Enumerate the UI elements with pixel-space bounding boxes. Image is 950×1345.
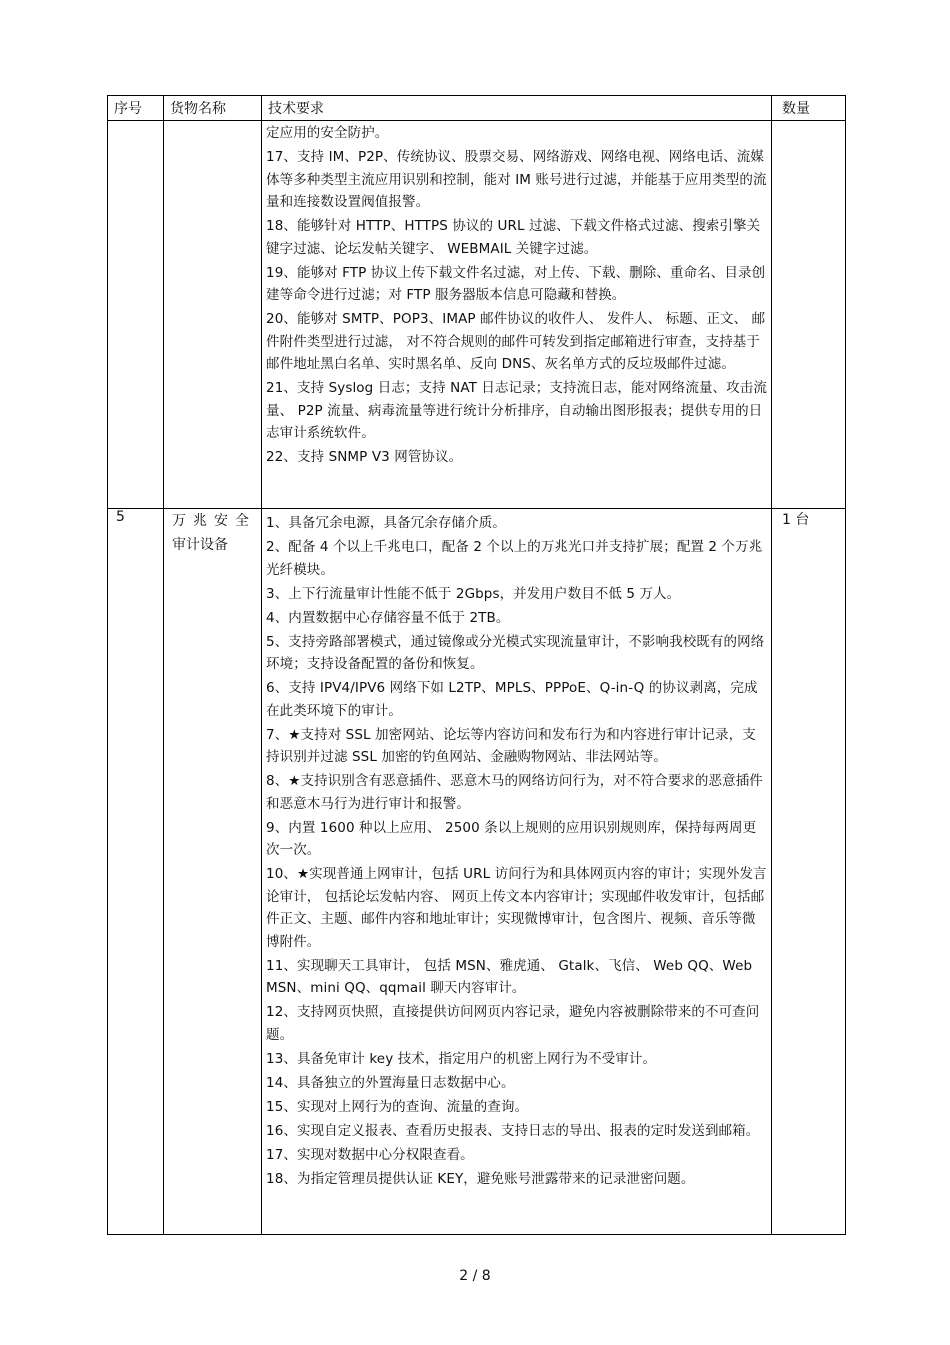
item-name-line2: 审计设备 (172, 537, 228, 553)
requirement-item: 18、能够针对 HTTP、HTTPS 协议的 URL 过滤、下载文件格式过滤、搜索引擎关键字过滤、论坛发帖关键字、 WEBMAIL 关键字过滤。 (266, 218, 761, 257)
requirement-item: 定应用的安全防护。 (266, 125, 389, 141)
requirement-item: 6、支持 IPV4/IPV6 网络下如 L2TP、MPLS、PPPoE、Q-in-Q 的协议剥离，完成在此类环境下的审计。 (266, 680, 758, 719)
header-name: 货物名称 (164, 96, 262, 121)
page-number: 2 / 8 (459, 1268, 491, 1284)
header-row (108, 96, 846, 121)
item-quantity: 1 台 (772, 509, 846, 1235)
requirement-item: 9、内置 1600 种以上应用、 2500 条以上规则的应用识别规则库，保持每两周更次一次。 (266, 819, 757, 858)
item-number: 5 (108, 509, 164, 1235)
requirement-item: 3、上下行流量审计性能不低于 2Gbps，并发用户数目不低 5 万人。 (266, 585, 681, 602)
requirement-item: 2、配备 4 个以上千兆电口，配备 2 个以上的万兆光口并支持扩展；配置 2 个万兆光纤模块。 (266, 539, 763, 578)
row-no-cell (108, 121, 164, 509)
requirements-cell (262, 121, 772, 509)
row-qty-cell (772, 121, 846, 509)
requirement-item: 16、实现自定义报表、查看历史报表、支持日志的导出、报表的定时发送到邮箱。 (266, 1122, 760, 1139)
requirement-item: 20、能够对 SMTP、POP3、IMAP 邮件协议的收件人、 发件人、 标题、正文、 邮件附件类型进行过滤， 对不符合规则的邮件可转发到指定邮箱进行审查，支持基于邮件地址黑白名单、实时黑名单、反向 DNS、灰名单方式的反垃圾邮件过滤。 (266, 311, 766, 372)
requirement-item: 15、实现对上网行为的查询、流量的查询。 (266, 1098, 529, 1115)
requirement-item: 5、支持旁路部署模式，通过镜像或分光模式实现流量审计，不影响我校既有的网络环境；支持设备配置的备份和恢复。 (266, 633, 765, 672)
requirement-item: 17、支持 IM、P2P、传统协议、股票交易、网络游戏、网络电视、网络电话、流媒体等多种类型主流应用识别和控制，能对 IM 账号进行过滤，并能基于应用类型的流量和连接数设置阀值报警。 (266, 149, 767, 210)
requirement-item: 12、支持网页快照，直接提供访问网页内容记录，避免内容被删除带来的不可查问题。 (266, 1004, 760, 1043)
requirement-item: 22、支持 SNMP V3 网管协议。 (266, 449, 463, 465)
requirement-item: 21、支持 Syslog 日志；支持 NAT 日志记录；支持流日志，能对网络流量、攻击流量、 P2P 流量、病毒流量等进行统计分析排序，自动输出图形报表；提供专用的日志审计系统软件。 (266, 380, 767, 441)
table-row-item-5 (108, 509, 846, 1235)
requirement-item: 1、具备冗余电源，具备冗余存储介质。 (266, 515, 506, 531)
requirement-item: 7、★支持对 SSL 加密网站、论坛等内容访问和发布行为和内容进行审计记录，支持识别并过滤 SSL 加密的钓鱼网站、金融购物网站、非法网站等。 (266, 726, 756, 765)
table-row-continued (108, 121, 846, 509)
requirement-item: 11、实现聊天工具审计， 包括 MSN、雅虎通、 Gtalk、飞信、 Web QQ、Web MSN、mini QQ、qqmail 聊天内容审计。 (266, 957, 753, 996)
requirement-item: 4、内置数据中心存储容量不低于 2TB。 (266, 609, 510, 626)
item-name-cell (164, 509, 262, 1235)
header-quantity: 数量 (772, 96, 846, 121)
requirement-item: 18、为指定管理员提供认证 KEY，避免账号泄露带来的记录泄密问题。 (266, 1170, 695, 1187)
row-name-cell (164, 121, 262, 509)
requirement-item: 10、★实现普通上网审计，包括 URL 访问行为和具体网页内容的审计；实现外发言论审计， 包括论坛发帖内容、 网页上传文本内容审计；实现邮件收发审计，包括邮件正文、主题、邮件内容和地址审计；实现微博审计，包含图片、视频、音乐等微博附件。 (266, 866, 767, 950)
requirement-item: 19、能够对 FTP 协议上传下载文件名过滤，对上传、下载、删除、重命名、目录创建等命令进行过滤；对 FTP 服务器版本信息可隐藏和替换。 (266, 264, 766, 303)
spec-table (107, 95, 846, 1235)
requirement-item: 13、具备免审计 key 技术，指定用户的机密上网行为不受审计。 (266, 1050, 657, 1067)
header-requirements: 技术要求 (262, 96, 772, 121)
requirement-item: 17、实现对数据中心分权限查看。 (266, 1146, 474, 1163)
requirements-cell (262, 509, 772, 1235)
item-name-line1: 万兆安全 (172, 513, 256, 529)
requirement-item: 14、具备独立的外置海量日志数据中心。 (266, 1074, 515, 1091)
requirement-item: 8、★支持识别含有恶意插件、恶意木马的网络访问行为，对不符合要求的恶意插件和恶意木马行为进行审计和报警。 (266, 773, 763, 812)
header-no: 序号 (108, 96, 164, 121)
